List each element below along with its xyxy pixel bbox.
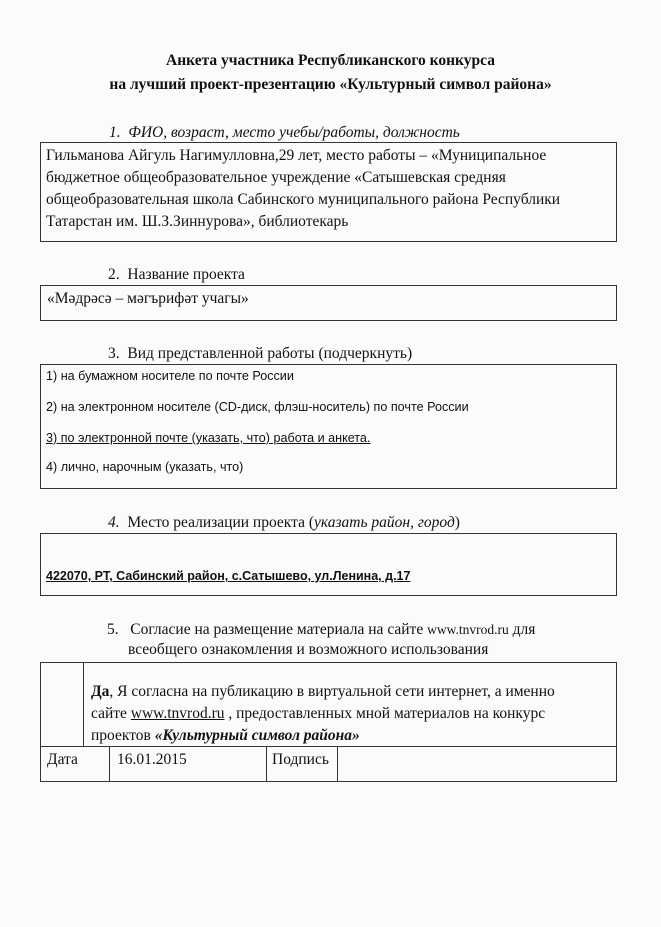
section-2-title: Название проекта	[127, 266, 245, 283]
section-5-heading-line-1	[107, 621, 535, 639]
section-4-heading	[108, 514, 460, 532]
consent-line-1	[91, 681, 555, 703]
contest-name: «Культурный символ района»	[154, 727, 360, 744]
consent-line-3-start: проектов	[91, 727, 155, 744]
section-1-answer-line: общеобразовательная школа Сабинского муниципального района Республики	[46, 191, 561, 208]
section-1-answer	[46, 145, 560, 233]
section-1-answer-line: Гильманова Айгуль Нагимулловна,29 лет, место работы – «Муниципальное	[46, 147, 547, 164]
section-1-title: ФИО, возраст, место учебы/работы, должность	[128, 124, 460, 141]
section-3-heading	[108, 345, 412, 363]
project-location-value: 422070, РТ, Сабинский район, с.Сатышево, ул.Ленина, д.17	[46, 569, 411, 583]
option-in-person: 4) лично, нарочным (указать, что)	[46, 460, 244, 474]
section-5-heading-line-2: всеобщего ознакомления и возможного использования	[128, 641, 489, 658]
consent-site-link[interactable]: www.tnvrod.ru	[130, 705, 225, 722]
consent-line-3	[91, 725, 555, 747]
section-2-answer-box	[40, 285, 617, 321]
option-email-selected	[46, 431, 370, 445]
form-title-line-1: Анкета участника Республиканского конкурса	[166, 52, 495, 69]
date-label: Дата	[47, 751, 78, 768]
table-divider-2	[266, 746, 267, 781]
section-1-answer-line: Татарстан им. Ш.З.Зиннурова», библиотекарь	[46, 213, 349, 230]
section-4-title-hint: указать район, город	[314, 514, 455, 531]
consent-line-2-start: сайте	[91, 705, 131, 722]
option-email-prefix: 3)	[46, 431, 61, 445]
site-link[interactable]: www.tnvrod.ru	[427, 622, 509, 637]
consent-box	[40, 662, 617, 747]
date-value: 16.01.2015	[117, 751, 187, 768]
section-2-heading	[108, 266, 245, 284]
consent-line-2	[91, 703, 555, 725]
section-2-number: 2.	[108, 266, 120, 283]
section-4-title: Место реализации проекта (	[127, 514, 314, 531]
section-1-number: 1.	[109, 124, 121, 141]
section-4-title-end: )	[454, 514, 460, 531]
date-signature-table	[40, 746, 617, 782]
consent-text	[91, 681, 555, 747]
section-4-number: 4.	[108, 514, 120, 531]
section-1-heading	[109, 124, 460, 142]
project-name-value: «Мәдрәсә – мәгърифәт учагы»	[47, 290, 249, 307]
option-email-text: по электронной почте (указать, что) работа и анкета.	[60, 431, 371, 445]
form-title-line-2: на лучший проект-презентацию «Культурный символ района»	[109, 76, 552, 93]
signature-label: Подпись	[272, 751, 329, 768]
section-4-answer-box	[40, 533, 617, 596]
consent-yes: Да	[91, 683, 110, 700]
section-5-title: Согласие на размещение материала на сайте	[130, 621, 428, 638]
table-divider-3	[337, 746, 338, 781]
signature-field[interactable]	[341, 746, 611, 781]
option-paper: 1) на бумажном носителе по почте России	[46, 369, 294, 383]
section-1-answer-box	[40, 142, 617, 242]
consent-line-1-text: , Я согласна на публикацию в виртуальной сети интернет, а именно	[109, 683, 555, 700]
section-3-title: Вид представленной работы (подчеркнуть)	[127, 345, 413, 362]
section-1-answer-line: бюджетное общеобразовательное учреждение «Сатышевская средняя	[46, 169, 506, 186]
consent-box-divider	[83, 662, 84, 747]
section-3-number: 3.	[108, 345, 120, 362]
option-electronic-media: 2) на электронном носителе (CD-диск, флэш-носитель) по почте России	[46, 400, 469, 414]
consent-line-2-end: , предоставленных мной материалов на конкурс	[224, 705, 546, 722]
section-5-title-end: для	[508, 621, 536, 638]
table-divider-1	[109, 746, 110, 781]
section-5-number: 5.	[107, 621, 119, 638]
section-3-options-box	[40, 364, 617, 489]
